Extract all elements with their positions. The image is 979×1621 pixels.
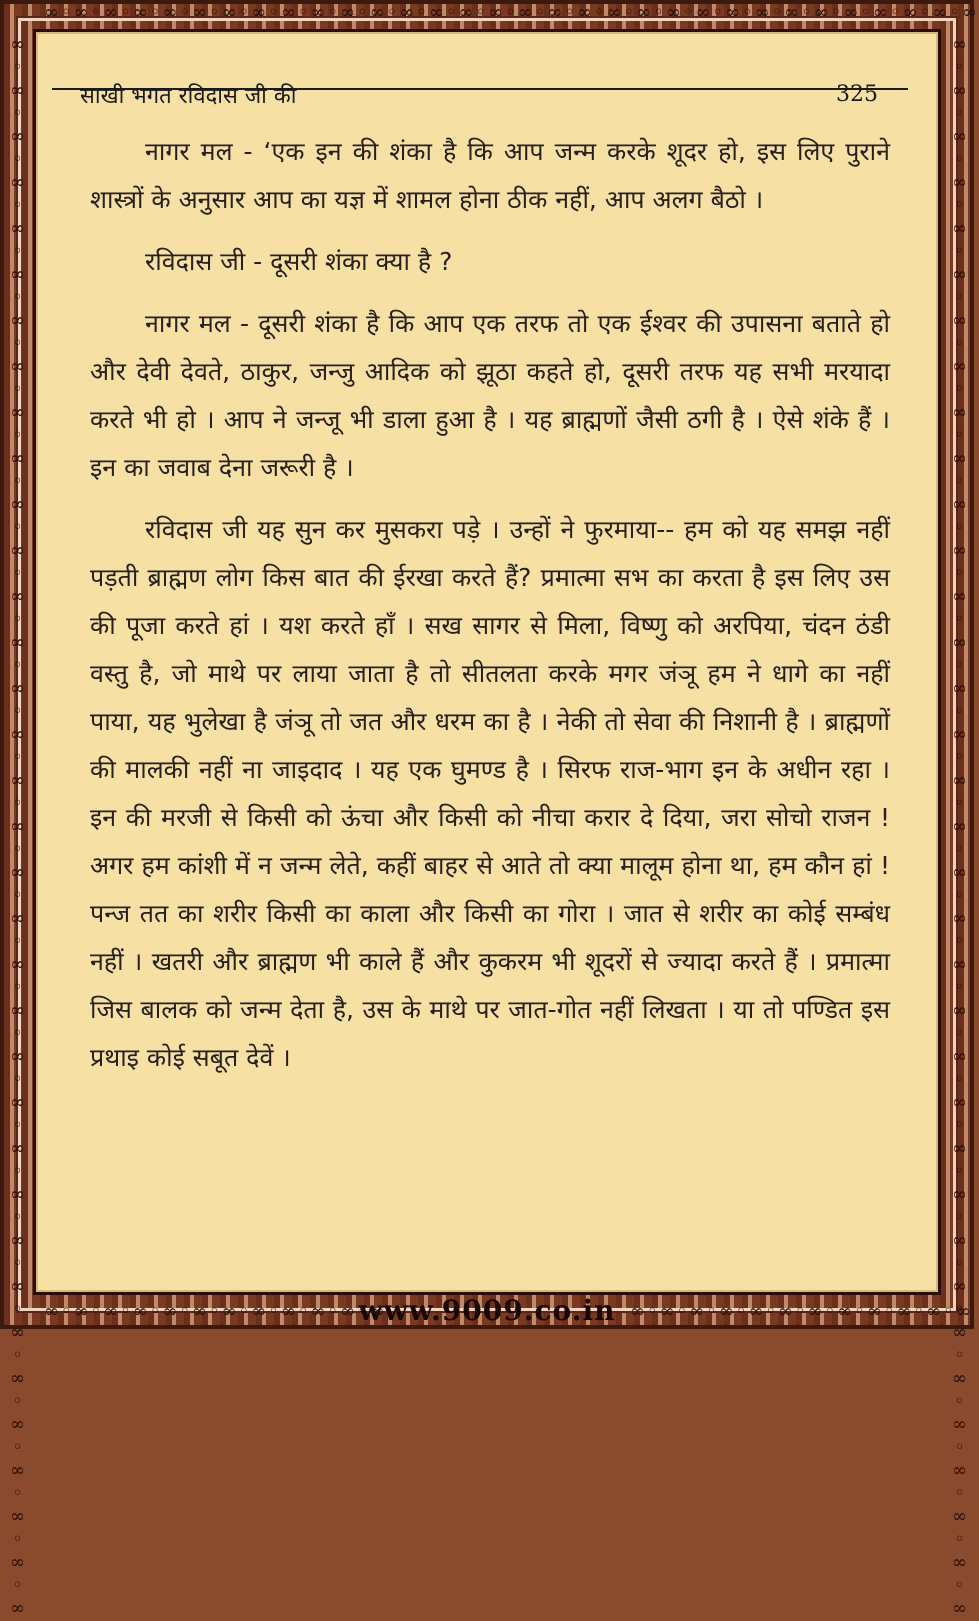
scroll-pattern-bottom-right: ∞◦∞◦∞◦∞◦∞◦∞◦∞◦∞◦∞◦∞◦∞◦∞	[630, 1301, 973, 1322]
paragraph: रविदास जी - दूसरी शंका क्या है ?	[145, 247, 453, 276]
running-title: साखी भगत रविदास जी की	[80, 84, 297, 109]
paragraph: नागर मल - दूसरी शंका है कि आप एक तरफ तो एक ईश्वर की उपासना बताते हो और देवी देवते, ठाकुर, जन्जु आदिक को झूठा कहते हो, दूसरी तरफ यह सभी मरयादा करते भी हो । आप ने जन्जू भी डाला हुआ है । यह ब्राह्मणों जैसी ठगी है । ऐसे शंके हैं । इन का जवाब देना जरूरी है ।	[90, 309, 890, 482]
body-text	[90, 128, 890, 1082]
scroll-pattern-top: ∞◦∞◦∞◦∞◦∞◦∞◦∞◦∞◦∞◦∞◦∞◦∞◦∞◦∞◦∞◦∞◦∞◦∞◦∞◦∞◦∞◦∞◦∞◦∞◦∞◦∞◦∞◦∞◦∞◦∞◦∞◦∞	[44, 2, 979, 23]
scroll-pattern-bottom-left: ∞◦∞◦∞◦∞◦∞◦∞◦∞◦∞◦∞◦∞◦∞◦∞	[44, 1301, 387, 1322]
page-number: 325	[836, 82, 878, 107]
scroll-pattern-right: ∞◦∞◦∞◦∞◦∞◦∞◦∞◦∞◦∞◦∞◦∞◦∞◦∞◦∞◦∞◦∞◦∞◦∞◦∞◦∞◦∞◦∞◦∞◦∞◦∞◦∞◦∞◦∞◦∞◦∞◦∞◦∞◦∞◦∞◦∞	[949, 34, 970, 1621]
header-divider	[52, 88, 908, 90]
paragraph: रविदास जी यह सुन कर मुसकरा पड़े । उन्हों ने फुरमाया-- हम को यह समझ नहीं पड़ती ब्राह्मण लोग किस बात की ईरखा करते हैं? प्रमात्मा सभ का करता है इस लिए उस की पूजा करते हां । यश करते हाँ । सख सागर से मिला, विष्णु को अरपिया, चंदन ठंडी वस्तु है, जो माथे पर लाया जाता है तो सीतलता करके मगर जंञू हम ने धागे का नहीं पाया, यह भुलेखा है जंञू तो जत और धरम का है । नेकी तो सेवा की निशानी है । ब्राह्मणों की मालकी नहीं ना जाइदाद । यह एक घुमण्ड है । सिरफ राज-भाग इन के अधीन रहा । इन की मरजी से किसी को ऊंचा और किसी को नीचा करार दे दिया, जरा सोचो राजन ! अगर हम कांशी में न जन्म लेते, कहीं बाहर से आते तो क्या मालूम होना था, हम कौन हां ! पन्ज तत का शरीर किसी का काला और किसी का गोरा । जात से शरीर का कोई सम्बंध नहीं । खतरी और ब्राह्मण भी काले हैं और कुकरम भी शूदरों से ज्यादा करते हैं । प्रमात्मा जिस बालक को जन्म देता है, उस के माथे पर जात-गोत नहीं लिखता । या तो पण्डित इस प्रथाइ कोई सबूत देवें ।	[90, 515, 890, 1072]
running-header	[56, 80, 918, 110]
scroll-pattern-left: ∞◦∞◦∞◦∞◦∞◦∞◦∞◦∞◦∞◦∞◦∞◦∞◦∞◦∞◦∞◦∞◦∞◦∞◦∞◦∞◦∞◦∞◦∞◦∞◦∞◦∞◦∞◦∞◦∞◦∞◦∞◦∞◦∞◦∞◦∞	[7, 34, 28, 1621]
website-watermark: www.9009.co.in	[358, 1294, 616, 1327]
paragraph: नागर मल - ‘एक इन की शंका है कि आप जन्म करके शूदर हो, इस लिए पुराने शास्त्रों के अनुसार आप का यज्ञ में शामल होना ठीक नहीं, आप अलग बैठो ।	[90, 137, 890, 214]
